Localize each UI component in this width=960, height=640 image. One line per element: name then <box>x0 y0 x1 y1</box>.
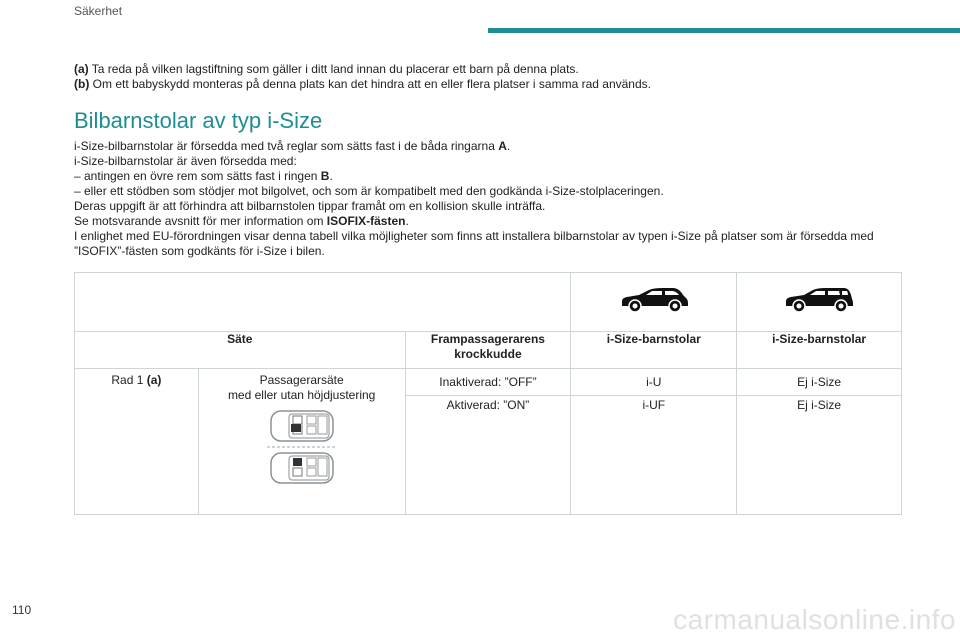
section-title: Bilbarnstolar av typ i-Size <box>74 108 323 133</box>
isize-2-off-value: Ej i-Size <box>737 373 901 396</box>
header-seat: Säte <box>75 332 406 369</box>
footnote-b <box>74 77 924 92</box>
car-icon-cell <box>571 273 737 332</box>
header-isize-1: i-Size-barnstolar <box>571 332 737 369</box>
isize-2-cell <box>737 369 902 515</box>
footnote-marker: (a) <box>74 62 89 76</box>
car-seat-layout-icon <box>267 409 337 485</box>
isize-1-cell <box>571 369 737 515</box>
suv-car-icon <box>619 287 689 313</box>
paragraph: – eller ett stödben som stödjer mot bilgolvet, och som är kompatibelt med den godkända i-Size-stolplaceringen. <box>74 184 664 198</box>
footnote-a <box>74 62 924 77</box>
airbag-cell <box>405 369 571 515</box>
footnote-text: Ta reda på vilken lagstiftning som gäller i ditt land innan du placerar ett barn på denna plats. <box>88 62 579 76</box>
table-row <box>75 369 902 515</box>
header-section-label: Säkerhet <box>74 4 123 18</box>
table-header-row <box>75 332 902 369</box>
empty-cell <box>75 273 571 332</box>
isize-2-on-value: Ej i-Size <box>797 398 842 412</box>
row-label-cell <box>75 369 199 515</box>
footnote-marker: (b) <box>74 77 90 91</box>
paragraph: Deras uppgift är att förhindra att bilbarnstolen tippar framåt om en kollision skulle inträffa. <box>74 199 546 213</box>
car-icon-cell <box>737 273 902 332</box>
header-isize-2: i-Size-barnstolar <box>737 332 902 369</box>
airbag-on: Aktiverad: ”ON” <box>446 398 530 412</box>
airbag-off: Inaktiverad: ”OFF” <box>406 373 571 396</box>
paragraph: i-Size-bilbarnstolar är även försedda med: <box>74 154 297 168</box>
seat-cell <box>198 369 405 515</box>
row-marker: (a) <box>146 373 162 387</box>
row-label: Rad 1 <box>111 373 147 387</box>
seat-label: Passagerarsäte <box>259 373 344 387</box>
header-airbag: Frampassagerarens krockkudde <box>405 332 571 369</box>
watermark: carmanualsonline.info <box>673 604 956 635</box>
footnote-text: Om ett babyskydd monteras på denna plats kan det hindra att en eller flera platser i samma rad används. <box>89 77 651 91</box>
isize-1-on-value: i-UF <box>642 398 666 412</box>
footnotes <box>74 62 924 92</box>
estate-car-icon <box>784 287 854 313</box>
paragraph: – antingen en övre rem som sätts fast i ringen B. <box>74 169 333 183</box>
car-icon-row <box>75 273 902 332</box>
paragraph: I enlighet med EU-förordningen visar denna tabell vilka möjligheter som finns att installera bilbarnstolar av typen i-Size på platser som är försedda med ”ISOFIX”-fästen som godkänts för i-Size i bilen. <box>74 229 874 258</box>
page-number: 110 <box>12 603 32 617</box>
isize-1-off-value: i-U <box>571 373 736 396</box>
header-accent-bar <box>488 28 960 33</box>
paragraph: i-Size-bilbarnstolar är försedda med två reglar som sätts fast i de båda ringarna A. <box>74 139 511 153</box>
seat-sub-label: med eller utan höjdjustering <box>227 388 376 402</box>
body-text <box>74 139 914 259</box>
isize-table <box>74 272 902 515</box>
paragraph: Se motsvarande avsnitt för mer information om ISOFIX-fästen. <box>74 214 409 228</box>
